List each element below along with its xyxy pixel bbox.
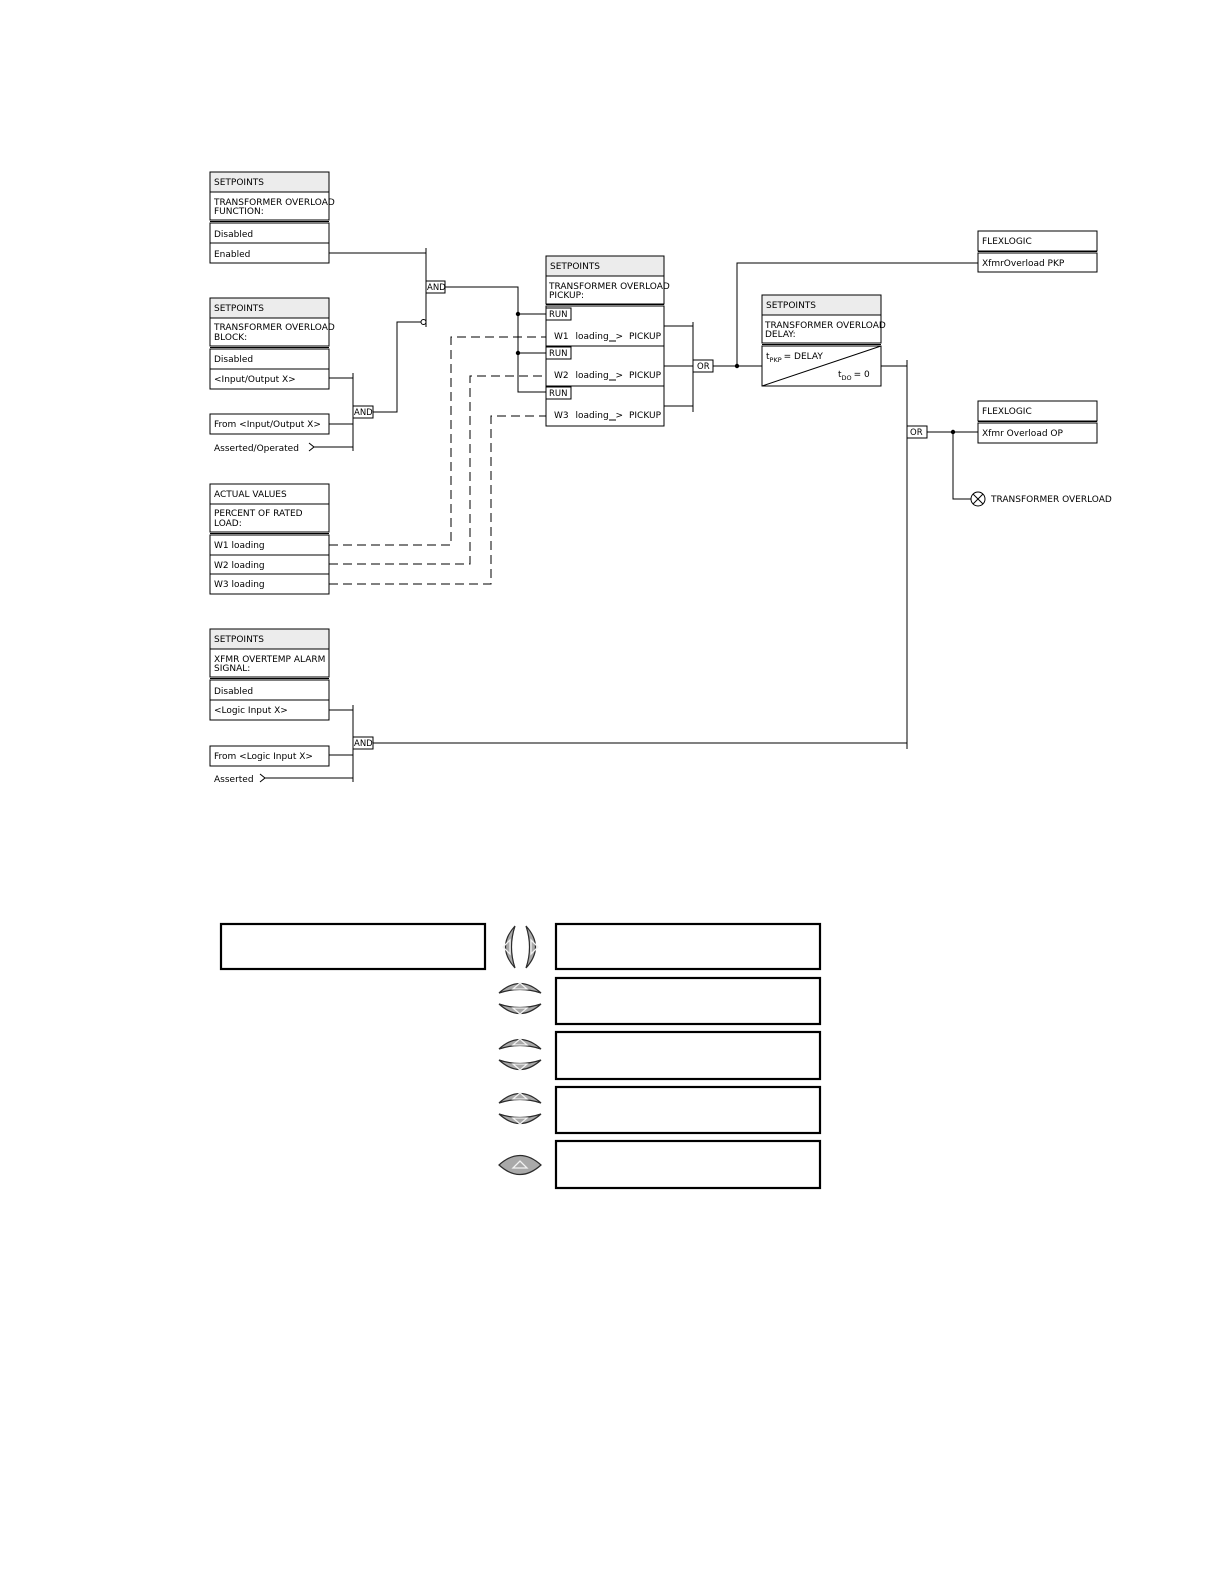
pkp-sub: PKP xyxy=(769,356,782,364)
title-line-2: PICKUP: xyxy=(549,291,585,301)
alarm-option-logic-input: <Logic Input X> xyxy=(214,706,288,716)
block-option-input-output: <Input/Output X> xyxy=(214,375,296,385)
flexlogic-op-header: FLEXLOGIC xyxy=(982,407,1032,417)
up-key-icon[interactable] xyxy=(499,1094,541,1104)
down-key-icon[interactable] xyxy=(499,1114,541,1124)
actual-values-header: ACTUAL VALUES xyxy=(214,490,287,500)
up-key-icon[interactable] xyxy=(499,984,541,994)
setpoints-alarm-box xyxy=(210,629,329,785)
block-from-label: From <Input/Output X> xyxy=(214,420,321,430)
title-line-1: PERCENT OF RATED xyxy=(214,509,303,519)
loading: loading xyxy=(575,371,609,381)
keypad-navigation xyxy=(221,924,820,1188)
loading: loading xyxy=(575,332,609,342)
svg-text:OR: OR xyxy=(910,428,923,438)
flexlogic-pkp-operand: XfmrOverload PKP xyxy=(982,259,1065,269)
pickup-header: SETPOINTS xyxy=(550,262,601,272)
and-gate-function xyxy=(426,281,446,293)
function-option-enabled: Enabled xyxy=(214,250,251,260)
title-line-1: TRANSFORMER OVERLOAD xyxy=(214,198,335,208)
actual-w2-loading: W2 loading xyxy=(214,561,265,571)
title-line-2: FUNCTION: xyxy=(214,207,264,217)
pickup: PICKUP xyxy=(628,371,661,381)
flexlogic-op-box xyxy=(978,401,1097,443)
do-sub: DO xyxy=(841,374,852,382)
block-asserted-label: Asserted/Operated xyxy=(214,444,299,454)
lcd-display-3 xyxy=(556,978,820,1024)
actual-w3-loading: W3 loading xyxy=(214,580,265,590)
lcd-display-6 xyxy=(556,1141,820,1188)
actual-w1-loading: W1 loading xyxy=(214,541,265,551)
svg-text:AND: AND xyxy=(354,408,373,418)
function-option-disabled: Disabled xyxy=(214,230,254,240)
title-line-2: LOAD: xyxy=(214,519,242,529)
pickup-box xyxy=(546,256,673,426)
up-key-icon[interactable] xyxy=(499,1040,541,1050)
title-line-1: TRANSFORMER OVERLOAD xyxy=(765,321,886,331)
left-right-keys-icon[interactable] xyxy=(503,926,538,968)
title-line-2: DELAY: xyxy=(765,330,796,340)
run-label-1: RUN xyxy=(549,310,568,320)
w3: W3 xyxy=(554,411,569,421)
up-key-icon-single[interactable] xyxy=(499,1156,541,1175)
setpoints-block-header: SETPOINTS xyxy=(214,304,265,314)
pickup-row-w2 xyxy=(554,371,662,381)
down-key-icon[interactable] xyxy=(499,1004,541,1014)
title-line-2: BLOCK: xyxy=(214,333,248,343)
pkp-val: = DELAY xyxy=(783,352,823,362)
actual-values-box xyxy=(210,484,329,594)
flexlogic-pkp-box xyxy=(978,231,1097,272)
svg-text:OR: OR xyxy=(697,362,710,372)
lcd-display-4 xyxy=(556,1032,820,1079)
alarm-option-disabled: Disabled xyxy=(214,687,254,697)
setpoints-function-box xyxy=(210,172,338,263)
up-key-icon[interactable] xyxy=(499,1156,541,1175)
t: t xyxy=(838,370,842,380)
title-line-1: XFMR OVERTEMP ALARM xyxy=(214,655,326,665)
flexlogic-op-operand: Xfmr Overload OP xyxy=(982,429,1063,439)
alarm-from-label: From <Logic Input X> xyxy=(214,752,313,762)
run-label-3: RUN xyxy=(549,389,568,399)
w1: W1 xyxy=(554,332,569,342)
up-down-keys-icon-2[interactable] xyxy=(499,1039,541,1070)
lcd-display-1 xyxy=(221,924,485,969)
op: > xyxy=(615,371,624,381)
title-line-2: SIGNAL: xyxy=(214,664,251,674)
pickup: PICKUP xyxy=(628,411,661,421)
pickup-row-w1 xyxy=(554,332,662,342)
setpoints-function-header: SETPOINTS xyxy=(214,178,265,188)
pickup: PICKUP xyxy=(628,332,661,342)
or-gate-pickup xyxy=(693,360,713,372)
and-gate-alarm xyxy=(353,737,373,749)
alarm-asserted-label: Asserted xyxy=(214,775,254,785)
up-down-keys-icon-1[interactable] xyxy=(499,983,541,1014)
flexlogic-pkp-header: FLEXLOGIC xyxy=(982,237,1032,247)
title-line-1: TRANSFORMER OVERLOAD xyxy=(549,282,670,292)
setpoints-block-box xyxy=(210,298,338,454)
op: > xyxy=(615,411,624,421)
down-key-icon[interactable] xyxy=(499,1060,541,1070)
w2: W2 xyxy=(554,371,569,381)
t: t xyxy=(766,352,770,362)
lcd-display-2 xyxy=(556,924,820,969)
transformer-overload-indicator xyxy=(971,492,1112,506)
lcd-display-5 xyxy=(556,1087,820,1133)
pickup-row-w3 xyxy=(554,411,662,421)
run-label-2: RUN xyxy=(549,349,568,359)
delay-header: SETPOINTS xyxy=(766,301,817,311)
block-option-disabled: Disabled xyxy=(214,355,254,365)
indicator-label: TRANSFORMER OVERLOAD xyxy=(991,495,1112,505)
or-gate-output xyxy=(907,426,927,438)
svg-text:AND: AND xyxy=(354,739,373,749)
op: > xyxy=(615,332,624,342)
title-line-1: TRANSFORMER OVERLOAD xyxy=(214,323,335,333)
and-gate-block xyxy=(353,406,373,418)
delay-box xyxy=(762,295,889,386)
loading: loading xyxy=(575,411,609,421)
up-down-keys-icon-3[interactable] xyxy=(499,1093,541,1124)
do-val: = 0 xyxy=(853,370,870,380)
setpoints-alarm-header: SETPOINTS xyxy=(214,635,265,645)
lamp-icon xyxy=(971,492,985,506)
svg-text:AND: AND xyxy=(427,283,446,293)
